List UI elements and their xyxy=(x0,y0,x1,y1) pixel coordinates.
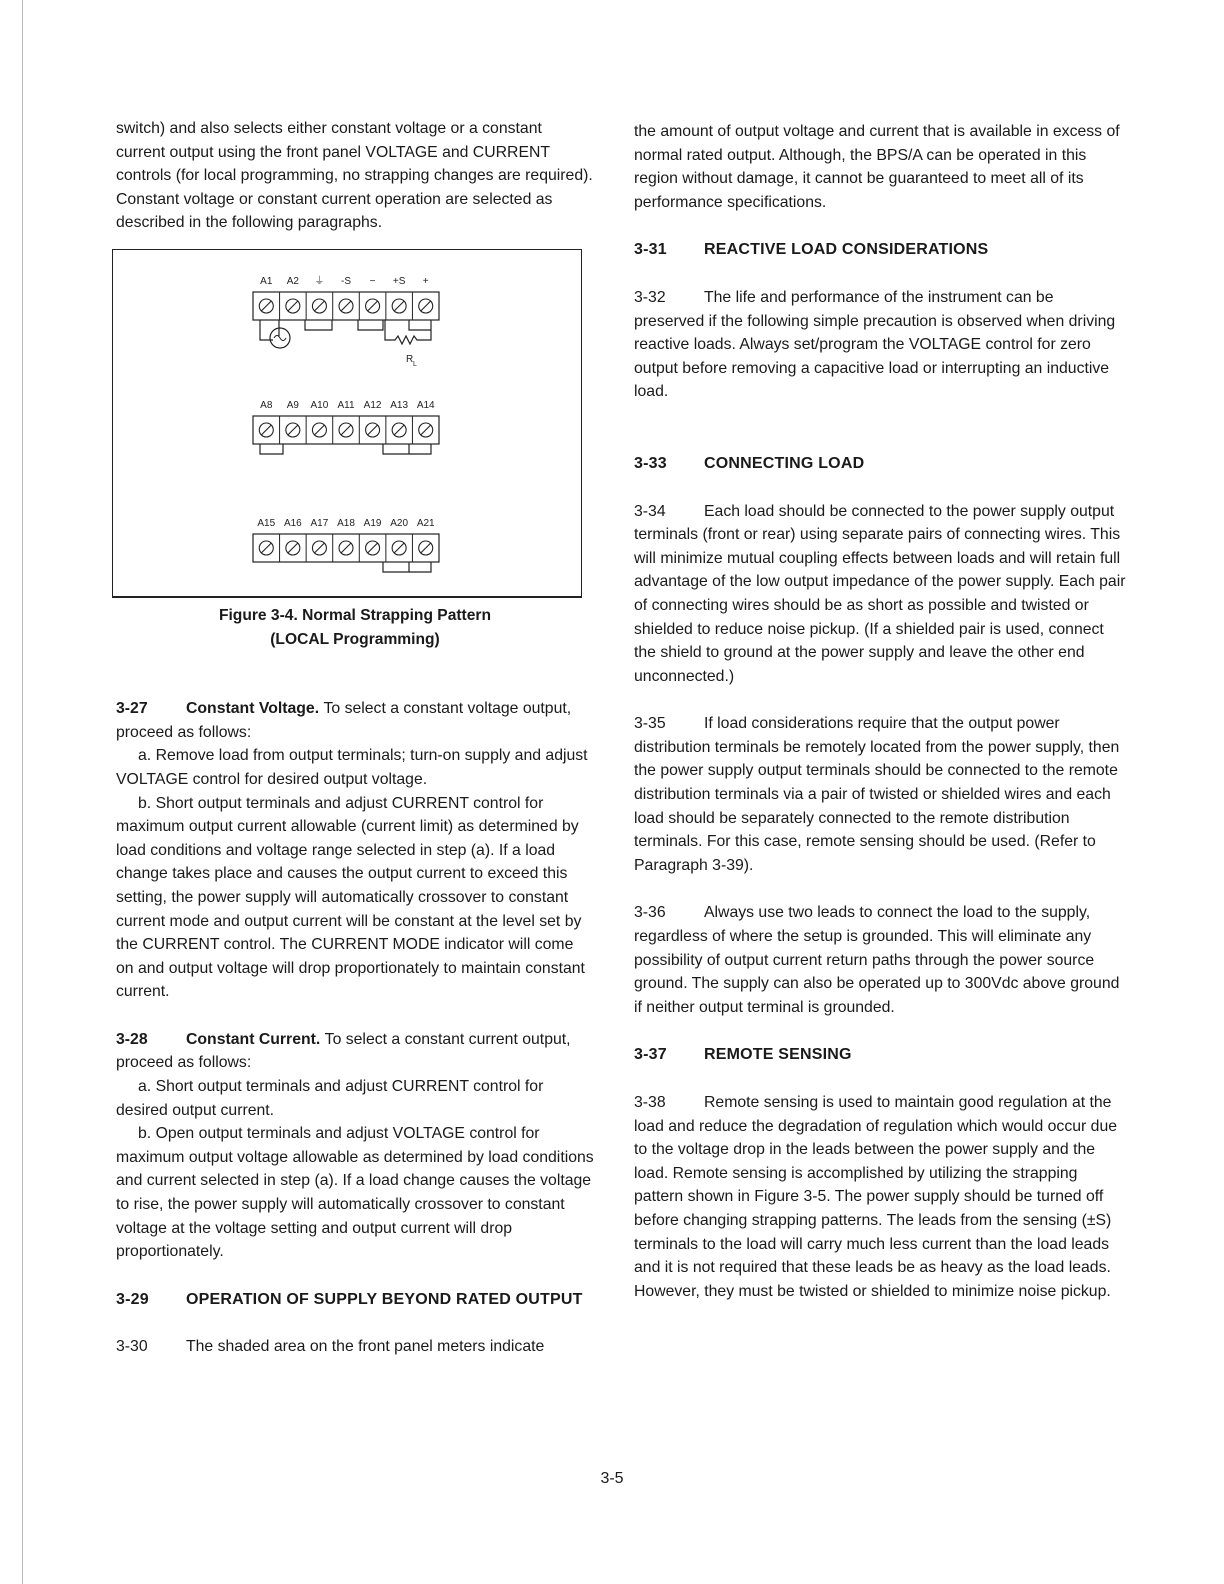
row3-terminal-label: A20 xyxy=(390,517,409,529)
para-number: 3-34 xyxy=(634,502,666,520)
row3-terminal-label: A15 xyxy=(257,517,276,529)
para-text: The life and performance of the instrument can be preserved if the following simple precaution is observed when driving reactive loads. Always set/program the VOLTAGE control for zero output before removing a capacitive load or interrupting an inductive load. xyxy=(634,288,1116,401)
row3-screw-slot xyxy=(368,543,378,553)
row2-screw-slot xyxy=(314,425,324,435)
row3-terminal-label: A21 xyxy=(416,517,435,529)
load-resistor-rl xyxy=(385,320,431,344)
row3-screw-slot xyxy=(314,543,324,553)
para-text: The shaded area on the front panel meters indicate xyxy=(186,1338,545,1356)
section-3-31 xyxy=(634,238,1126,262)
para-text: If load considerations require that the output power distribution terminals be remotely located from the power supply, then the power supply output terminals should be connected to the remote distribution terminals via a pair of twisted or shielded wires and each load should be separately connected to the remote distribution terminals. For this case, remote sensing should be used. (Refer to Paragraph 3-39). xyxy=(634,715,1120,874)
jumper-a8-a9 xyxy=(260,444,283,454)
row3-screw-slot xyxy=(261,543,271,553)
terminal-strip-diagram xyxy=(113,250,581,596)
row1-screw-slot xyxy=(421,301,431,311)
jumper-a19-a21 xyxy=(383,562,431,572)
row1-terminal-label: ⏚ xyxy=(314,275,325,287)
para-number: 3-35 xyxy=(634,715,666,733)
row1-terminal-label: +S xyxy=(392,275,406,287)
paragraph-3-34 xyxy=(634,500,1126,689)
figure-caption xyxy=(116,604,594,651)
continued-paragraph: the amount of output voltage and current that is available in excess of normal rated output. Although, the BPS/A can be operated in this region without damage, it cannot be guaranteed to meet all of its performance specifications. xyxy=(634,123,1120,211)
caption-line-2: (LOCAL Programming) xyxy=(270,630,440,648)
row1-terminal-label: − xyxy=(369,275,376,287)
section-number: 3-31 xyxy=(634,241,667,259)
row2-screw-slot xyxy=(368,425,378,435)
row2-terminal-label: A14 xyxy=(416,399,435,411)
row2-screw-slot xyxy=(394,425,404,435)
step-b: b. Short output terminals and adjust CURRENT control for maximum output current allowable (current limit) as determined by load conditions and voltage range selected in step (a). If a load change takes place and causes the output current to exceed this setting, the power supply will automatically crossover to constant current mode and output current will be constant at the level set by the CURRENT control. The CURRENT MODE indicator will come on and output voltage will drop proportionately to maintain constant current. xyxy=(116,794,585,1001)
row3-terminal-label: A16 xyxy=(283,517,302,529)
binding-edge-line xyxy=(22,0,23,1584)
para-number: 3-38 xyxy=(634,1094,666,1111)
para-text: Each load should be connected to the power supply output terminals (front or rear) using separate pairs of connecting wires. This will minimize mutual coupling effects between loads and will retain full advantage of the low output impedance of the power supply. Each pair of connecting wires should be as short as possible and twisted or shielded to reduce noise pickup. (If a shielded pair is used, connect the shield to ground at the power supply and leave the other end unconnected.) xyxy=(634,502,1126,685)
jumper-plus-s-plus xyxy=(409,320,431,330)
jumper-a12-a14 xyxy=(383,444,431,454)
section-title: REMOTE SENSING xyxy=(704,1046,852,1064)
row1-screw-slot xyxy=(341,301,351,311)
row1-screw-slot xyxy=(288,301,298,311)
row1-terminal-label: A1 xyxy=(260,275,273,287)
paragraph-3-30 xyxy=(116,1335,594,1359)
step-a: a. Short output terminals and adjust CURRENT control for desired output current. xyxy=(116,1078,544,1119)
para-title: Constant Voltage. xyxy=(186,700,320,718)
section-number: 3-37 xyxy=(634,1046,667,1064)
row2-screw-slot xyxy=(288,425,298,435)
row3-terminal-label: A19 xyxy=(363,517,382,529)
row2-screw-slot xyxy=(341,425,351,435)
section-title: CONNECTING LOAD xyxy=(704,454,865,472)
para-number: 3-27 xyxy=(116,700,148,718)
section-3-37 xyxy=(634,1043,1126,1067)
para-number: 3-32 xyxy=(634,288,666,306)
caption-line-1: Figure 3-4. Normal Strapping Pattern xyxy=(218,606,492,624)
row2-terminal-label: A9 xyxy=(286,399,299,411)
paragraph-3-36 xyxy=(634,901,1126,1019)
row3-screw-slot xyxy=(341,543,351,553)
para-title: Constant Current. xyxy=(186,1030,321,1048)
section-number: 3-33 xyxy=(634,454,667,472)
row1-screw-slot xyxy=(261,301,271,311)
step-b: b. Open output terminals and adjust VOLTAGE control for maximum output voltage allowable as determined by load conditions and current selected in step (a). If a load change causes the voltage to rise, the power supply will automatically crossover to constant voltage at the voltage setting and output current will drop proportionately. xyxy=(116,1125,594,1261)
row1-terminal-label: -S xyxy=(341,275,351,287)
rl-label: R xyxy=(406,353,414,365)
row3-terminal-label: A18 xyxy=(337,517,355,529)
para-number: 3-28 xyxy=(116,1030,148,1048)
paragraph-3-38 xyxy=(634,1091,1126,1303)
section-number: 3-29 xyxy=(116,1290,149,1308)
para-text: Remote sensing is used to maintain good regulation at the load and reduce the degradation of regulation which would occur due to the voltage drop in the leads between the power supply and the load. Remote sensing is accomplished by utilizing the strapping pattern shown in Figure 3-5. The power supply should be turned off before changing strapping patterns. The leads from the sensing (±S) terminals to the load will carry much less current than the load leads and it is not required that these leads be as heavy as the load leads. However, they must be twisted or shielded to minimize noise pickup. xyxy=(634,1094,1118,1300)
row2-terminal-label: A11 xyxy=(337,399,355,411)
para-text: Always use two leads to connect the load to the supply, regardless of where the setup is grounded. This will eliminate any possibility of output current return paths through the power source ground. The supply can also be operated up to 300Vdc above ground if neither output terminal is grounded. xyxy=(634,904,1120,1016)
section-3-29 xyxy=(116,1288,594,1312)
left-column xyxy=(116,117,594,1359)
row1-terminal-label: A2 xyxy=(286,275,299,287)
intro-paragraph: switch) and also selects either constant voltage or a constant current output using the front panel VOLTAGE and CURRENT controls (for local programming, no strapping changes are required). Constant voltage or constant current operation are selected as described in the following paragraphs. xyxy=(116,120,593,232)
row2-terminal-label: A12 xyxy=(363,399,382,411)
paragraph-3-35 xyxy=(634,712,1126,877)
row1-terminal-label: + xyxy=(422,275,429,287)
row3-terminal-label: A17 xyxy=(310,517,329,529)
row1-screw-slot xyxy=(314,301,324,311)
section-title: OPERATION OF SUPPLY BEYOND RATED OUTPUT xyxy=(186,1290,583,1308)
step-a: a. Remove load from output terminals; turn-on supply and adjust VOLTAGE control for desired output voltage. xyxy=(116,747,588,788)
row1-screw-slot xyxy=(394,301,404,311)
row3-screw-slot xyxy=(288,543,298,553)
row2-terminal-label: A8 xyxy=(260,399,273,411)
page-number: 3-5 xyxy=(600,1470,624,1487)
paragraph-3-32 xyxy=(634,286,1126,404)
para-number: 3-36 xyxy=(634,904,666,922)
jumper-gnd-minus-s xyxy=(305,320,332,330)
row2-terminal-label: A13 xyxy=(390,399,409,411)
row3-screw-slot xyxy=(421,543,431,553)
paragraph-3-27 xyxy=(116,697,594,744)
strapping-pattern-figure xyxy=(112,249,582,598)
row2-screw-slot xyxy=(261,425,271,435)
row2-terminal-label: A10 xyxy=(310,399,329,411)
paragraph-3-28 xyxy=(116,1028,594,1075)
jumper-minus xyxy=(358,320,383,330)
row1-screw-slot xyxy=(368,301,378,311)
para-text: To select a constant current output, proceed as follows: xyxy=(116,1030,571,1072)
section-3-33 xyxy=(634,452,1126,476)
row2-screw-slot xyxy=(421,425,431,435)
section-title: REACTIVE LOAD CONSIDERATIONS xyxy=(704,241,989,259)
rl-subscript: L xyxy=(413,360,417,368)
row3-screw-slot xyxy=(394,543,404,553)
para-text: To select a constant voltage output, proceed as follows: xyxy=(116,700,572,741)
para-number: 3-30 xyxy=(116,1338,148,1356)
right-column xyxy=(634,120,1126,1303)
